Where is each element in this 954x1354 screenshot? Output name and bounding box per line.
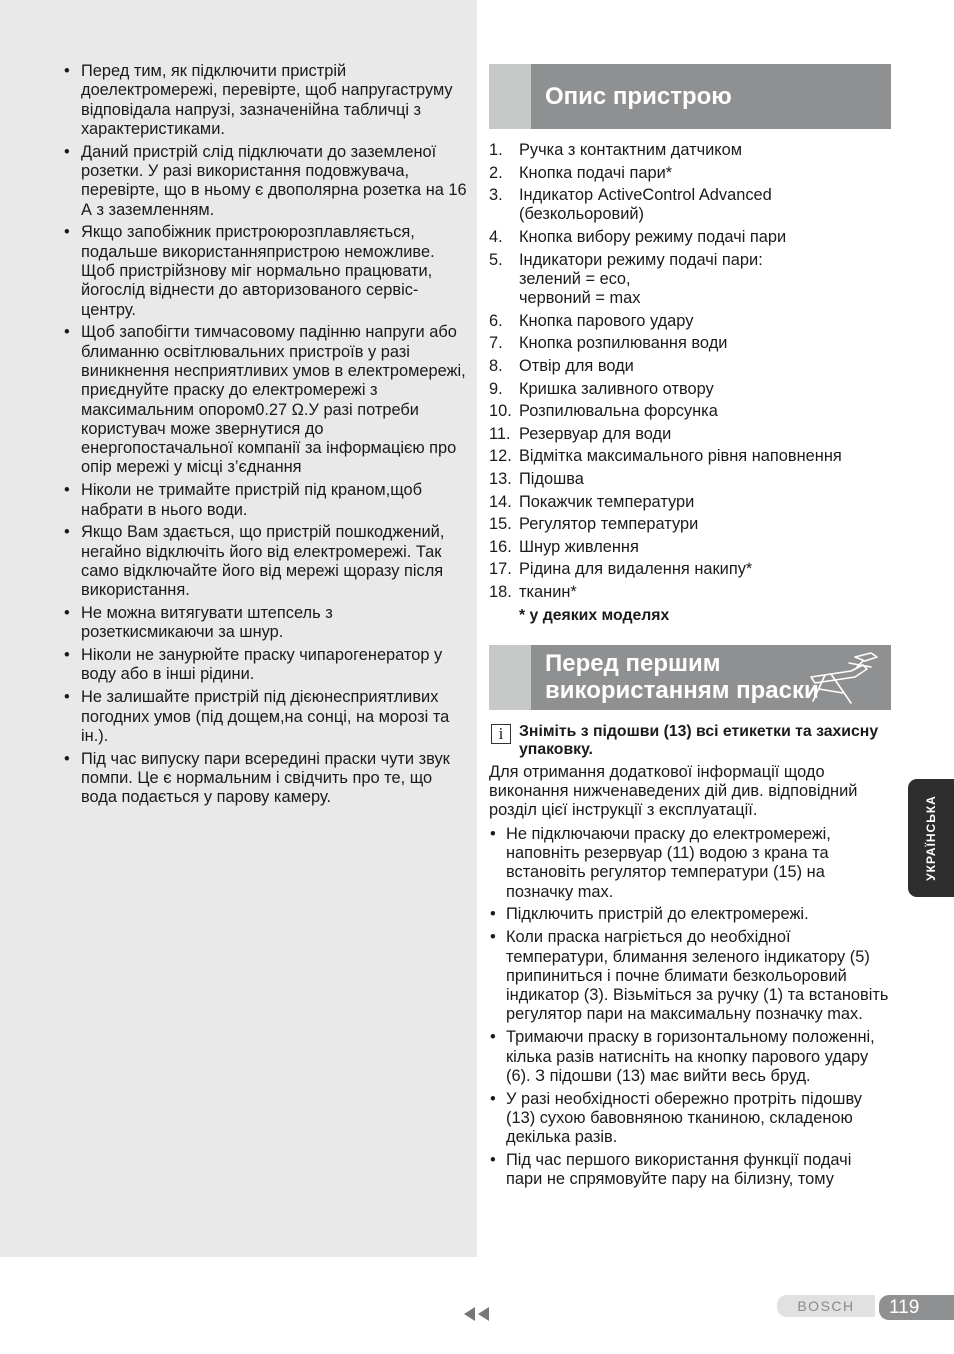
safety-item: • Якщо запобіжник пристроюрозплавляється, подальше використанняпристрою неможливе. Щоб пристрійзнову міг нормально працювати, йогослід віднести до авторизованого сервіс-центру. <box>62 223 468 319</box>
brand-label: BOSCH <box>777 1295 875 1317</box>
safety-item: • Щоб запобігти тимчасовому падінню напруги або блиманню освітлювальних пристроїв у разі виникнення несприятливих умов в електромережі, приєднуйте праску до електромережі з максимальним опором0.27 Ω.У разі потреби користувач може звернутися до енергопостачальної компанії за інформацією про опір мережі у місці з’єднання <box>62 323 468 477</box>
list-item: • У разі необхідності обережно протріть підошву (13) сухою бавовняною тканиною, складеною декілька разів. <box>489 1090 891 1148</box>
back-nav-button[interactable] <box>463 1306 491 1327</box>
list-item: • Не підключаючи праску до електромережі, наповніть резервуар (11) водою з крана та встановіть регулятор температури (15) на позначку max. <box>489 825 891 902</box>
safety-item: • Не залишайте пристрій під дієюнесприятливих погодних умов (під дощем,на сонці, на морозі та ін.). <box>62 688 468 746</box>
safety-list <box>62 62 468 807</box>
list-item: 4. Кнопка вибору режиму подачі пари <box>489 228 787 247</box>
list-item: 18. тканин* <box>489 582 577 601</box>
list-item: 12. Відмітка максимального рівня наповнення <box>489 447 842 466</box>
safety-item: • Під час випуску пари всередині праски чути звук помпи. Це є нормальним і свідчить про те, що вода подається у парову камеру. <box>62 750 468 808</box>
list-item: • Тримаючи праску в горизонтальному положенні, кілька разів натисніть на кнопку парового удару (6). З підошви (13) має вийти весь бруд. <box>489 1028 891 1086</box>
safety-item: • Даний пристрій слід підключати до заземленої розетки. У разі використання подовжувача, перевірте, що в ньому є двополярна розетка на 16 А з заземленням. <box>62 143 468 220</box>
first-use-title <box>531 645 891 710</box>
safety-item: • Ніколи не тримайте пристрій під краном,щоб набрати в нього води. <box>62 481 468 520</box>
safety-item: • Перед тим, як підключити пристрій доелектромережі, перевірте, щоб напругаструму відповідала напрузі, зазначенійна табличці з характеристиками. <box>62 62 468 139</box>
list-item: 13. Підошва <box>489 470 584 489</box>
list-item: • Підключить пристрій до електромережі. <box>489 905 891 924</box>
info-icon: i <box>491 724 511 744</box>
list-item: • Коли праска нагріється до необхідної температури, блимання зеленого індикатору (5) припиниться і почне блимати безкольоровий індикатор (3). Візьміться за ручку (1) та встановіть регулятор пари на максимальну позначку max. <box>489 928 891 1024</box>
models-note: * у деяких моделях <box>519 606 670 624</box>
ironing-board-icon <box>805 647 885 711</box>
list-item: 11. Резервуар для води <box>489 424 672 443</box>
first-use-title-line1: Перед першим <box>545 650 721 678</box>
language-tab-label: УКРАЇНСЬКА <box>924 795 939 881</box>
list-item: 16. Шнур живлення <box>489 537 639 556</box>
page-number: 119 <box>879 1295 954 1320</box>
safety-item: • Не можна витягувати штепсель з розеткисмикаючи за шнур. <box>62 604 468 643</box>
first-use-list <box>489 825 891 1190</box>
list-item: 1. Ручка з контактним датчиком <box>489 141 743 159</box>
description-title-text: Опис пристрою <box>545 83 732 110</box>
right-column <box>489 64 891 1193</box>
info-note <box>489 723 891 759</box>
safety-item: • Якщо Вам здається, що пристрій пошкоджений, негайно відключіть його від електромережі. Так само відключайте його від мережі щоразу після використання. <box>62 523 468 600</box>
list-item: 6. Кнопка парового удару <box>489 311 694 330</box>
safety-section <box>62 62 468 811</box>
language-tab[interactable] <box>908 779 954 897</box>
list-item: 7. Кнопка розпилювання води <box>489 334 728 353</box>
list-item: 9. Кришка заливного отвору <box>489 379 714 398</box>
double-left-arrow-icon <box>463 1306 491 1322</box>
info-text: Зніміть з підошви (13) всі етикетки та захисну упаковку. <box>519 722 879 758</box>
safety-item: • Ніколи не занурюйте праску чипарогенератор у воду або в інші рідини. <box>62 646 468 685</box>
first-use-header <box>489 645 891 710</box>
header-square <box>489 645 531 710</box>
list-item: • Під час першого використання функції подачі пари не спрямовуйте пару на білизну, тому <box>489 1151 891 1190</box>
list-item: 5. Індикатори режиму подачі пари: зелений = eco, червоний = max <box>489 250 763 308</box>
description-header <box>489 64 891 129</box>
list-item: 15. Регулятор температури <box>489 515 699 534</box>
list-item: 17. Рідина для видалення накипу* <box>489 560 753 579</box>
list-item: 3. Індикатор ActiveControl Advanced (безкольоровий) <box>489 186 772 224</box>
intro-paragraph: Для отримання додаткової інформації щодо виконання нижченаведених дій див. відповідний розділ цієї інструкції з експлуатації. <box>489 762 858 820</box>
first-use-title-line2: використанням праски <box>545 677 819 705</box>
list-item: 10. Розпилювальна форсунка <box>489 402 718 421</box>
list-item: 8. Отвір для води <box>489 357 634 376</box>
header-square <box>489 64 531 129</box>
description-title <box>531 64 891 129</box>
parts-list <box>489 141 891 625</box>
list-item: 2. Кнопка подачі пари* <box>489 163 673 182</box>
list-item: 14. Покажчик температури <box>489 492 695 511</box>
